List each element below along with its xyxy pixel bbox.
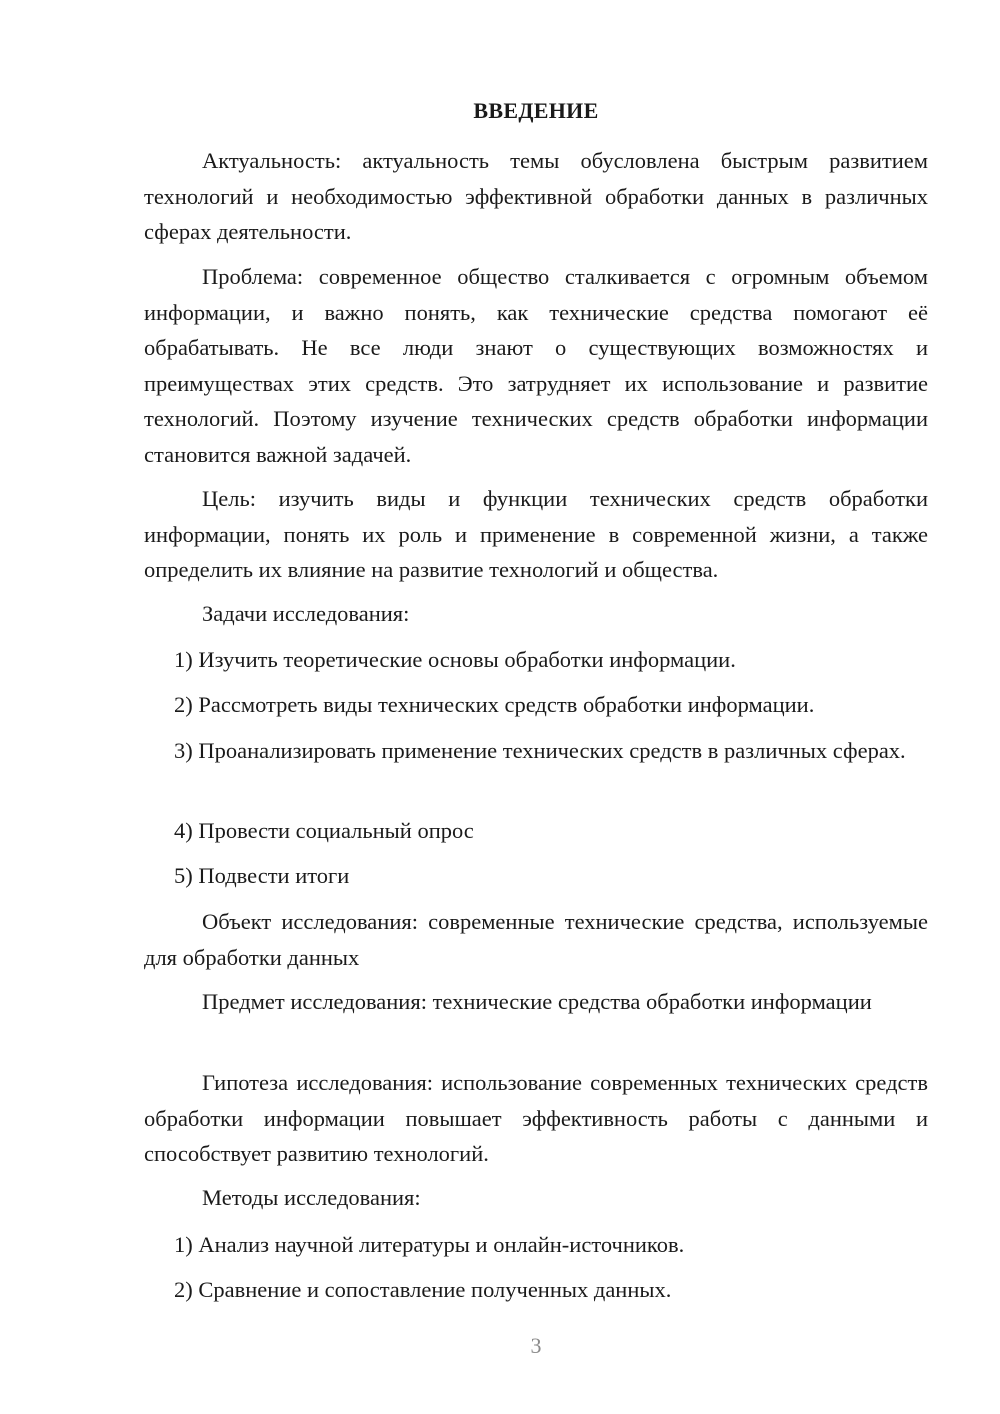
list-item-task-3: 3) Проанализировать применение технических средств в различных сферах. [174, 738, 906, 763]
section-heading: ВВЕДЕНИЕ [473, 98, 599, 123]
paragraph-problem: Проблема: современное общество сталкивается с огромным объемом информации, и важно понять, как технические средства помогают её обрабатывать. Не все люди знают о существующих возможностях и преимуществах этих средств. Это затрудняет их использование и развитие технологий. Поэтому изучение технических средств обработки информации становится важной задачей. [144, 264, 928, 467]
list-item-method-1: 1) Анализ научной литературы и онлайн-источников. [174, 1232, 685, 1257]
paragraph-subject: Предмет исследования: технические средства обработки информации [202, 989, 872, 1014]
paragraph-object: Объект исследования: современные технические средства, используемые для обработки данных [144, 909, 928, 970]
paragraph-methods-title: Методы исследования: [202, 1185, 421, 1210]
list-item-task-2: 2) Рассмотреть виды технических средств обработки информации. [174, 692, 815, 717]
list-item-task-4: 4) Провести социальный опрос [174, 818, 474, 843]
page-number: 3 [530, 1333, 542, 1358]
paragraph-relevance: Актуальность: актуальность темы обусловлена быстрым развитием технологий и необходимостью эффективной обработки данных в различных сферах деятельности. [144, 148, 928, 244]
list-item-task-1: 1) Изучить теоретические основы обработки информации. [174, 647, 736, 672]
list-item-method-2: 2) Сравнение и сопоставление полученных данных. [174, 1277, 672, 1302]
paragraph-goal: Цель: изучить виды и функции технических средств обработки информации, понять их роль и применение в современной жизни, а также определить их влияние на развитие технологий и общества. [144, 486, 928, 582]
paragraph-hypothesis: Гипотеза исследования: использование современных технических средств обработки информации повышает эффективность работы с данными и способствует развитию технологий. [144, 1070, 928, 1166]
list-item-task-5: 5) Подвести итоги [174, 863, 350, 888]
paragraph-tasks-title: Задачи исследования: [202, 601, 410, 626]
